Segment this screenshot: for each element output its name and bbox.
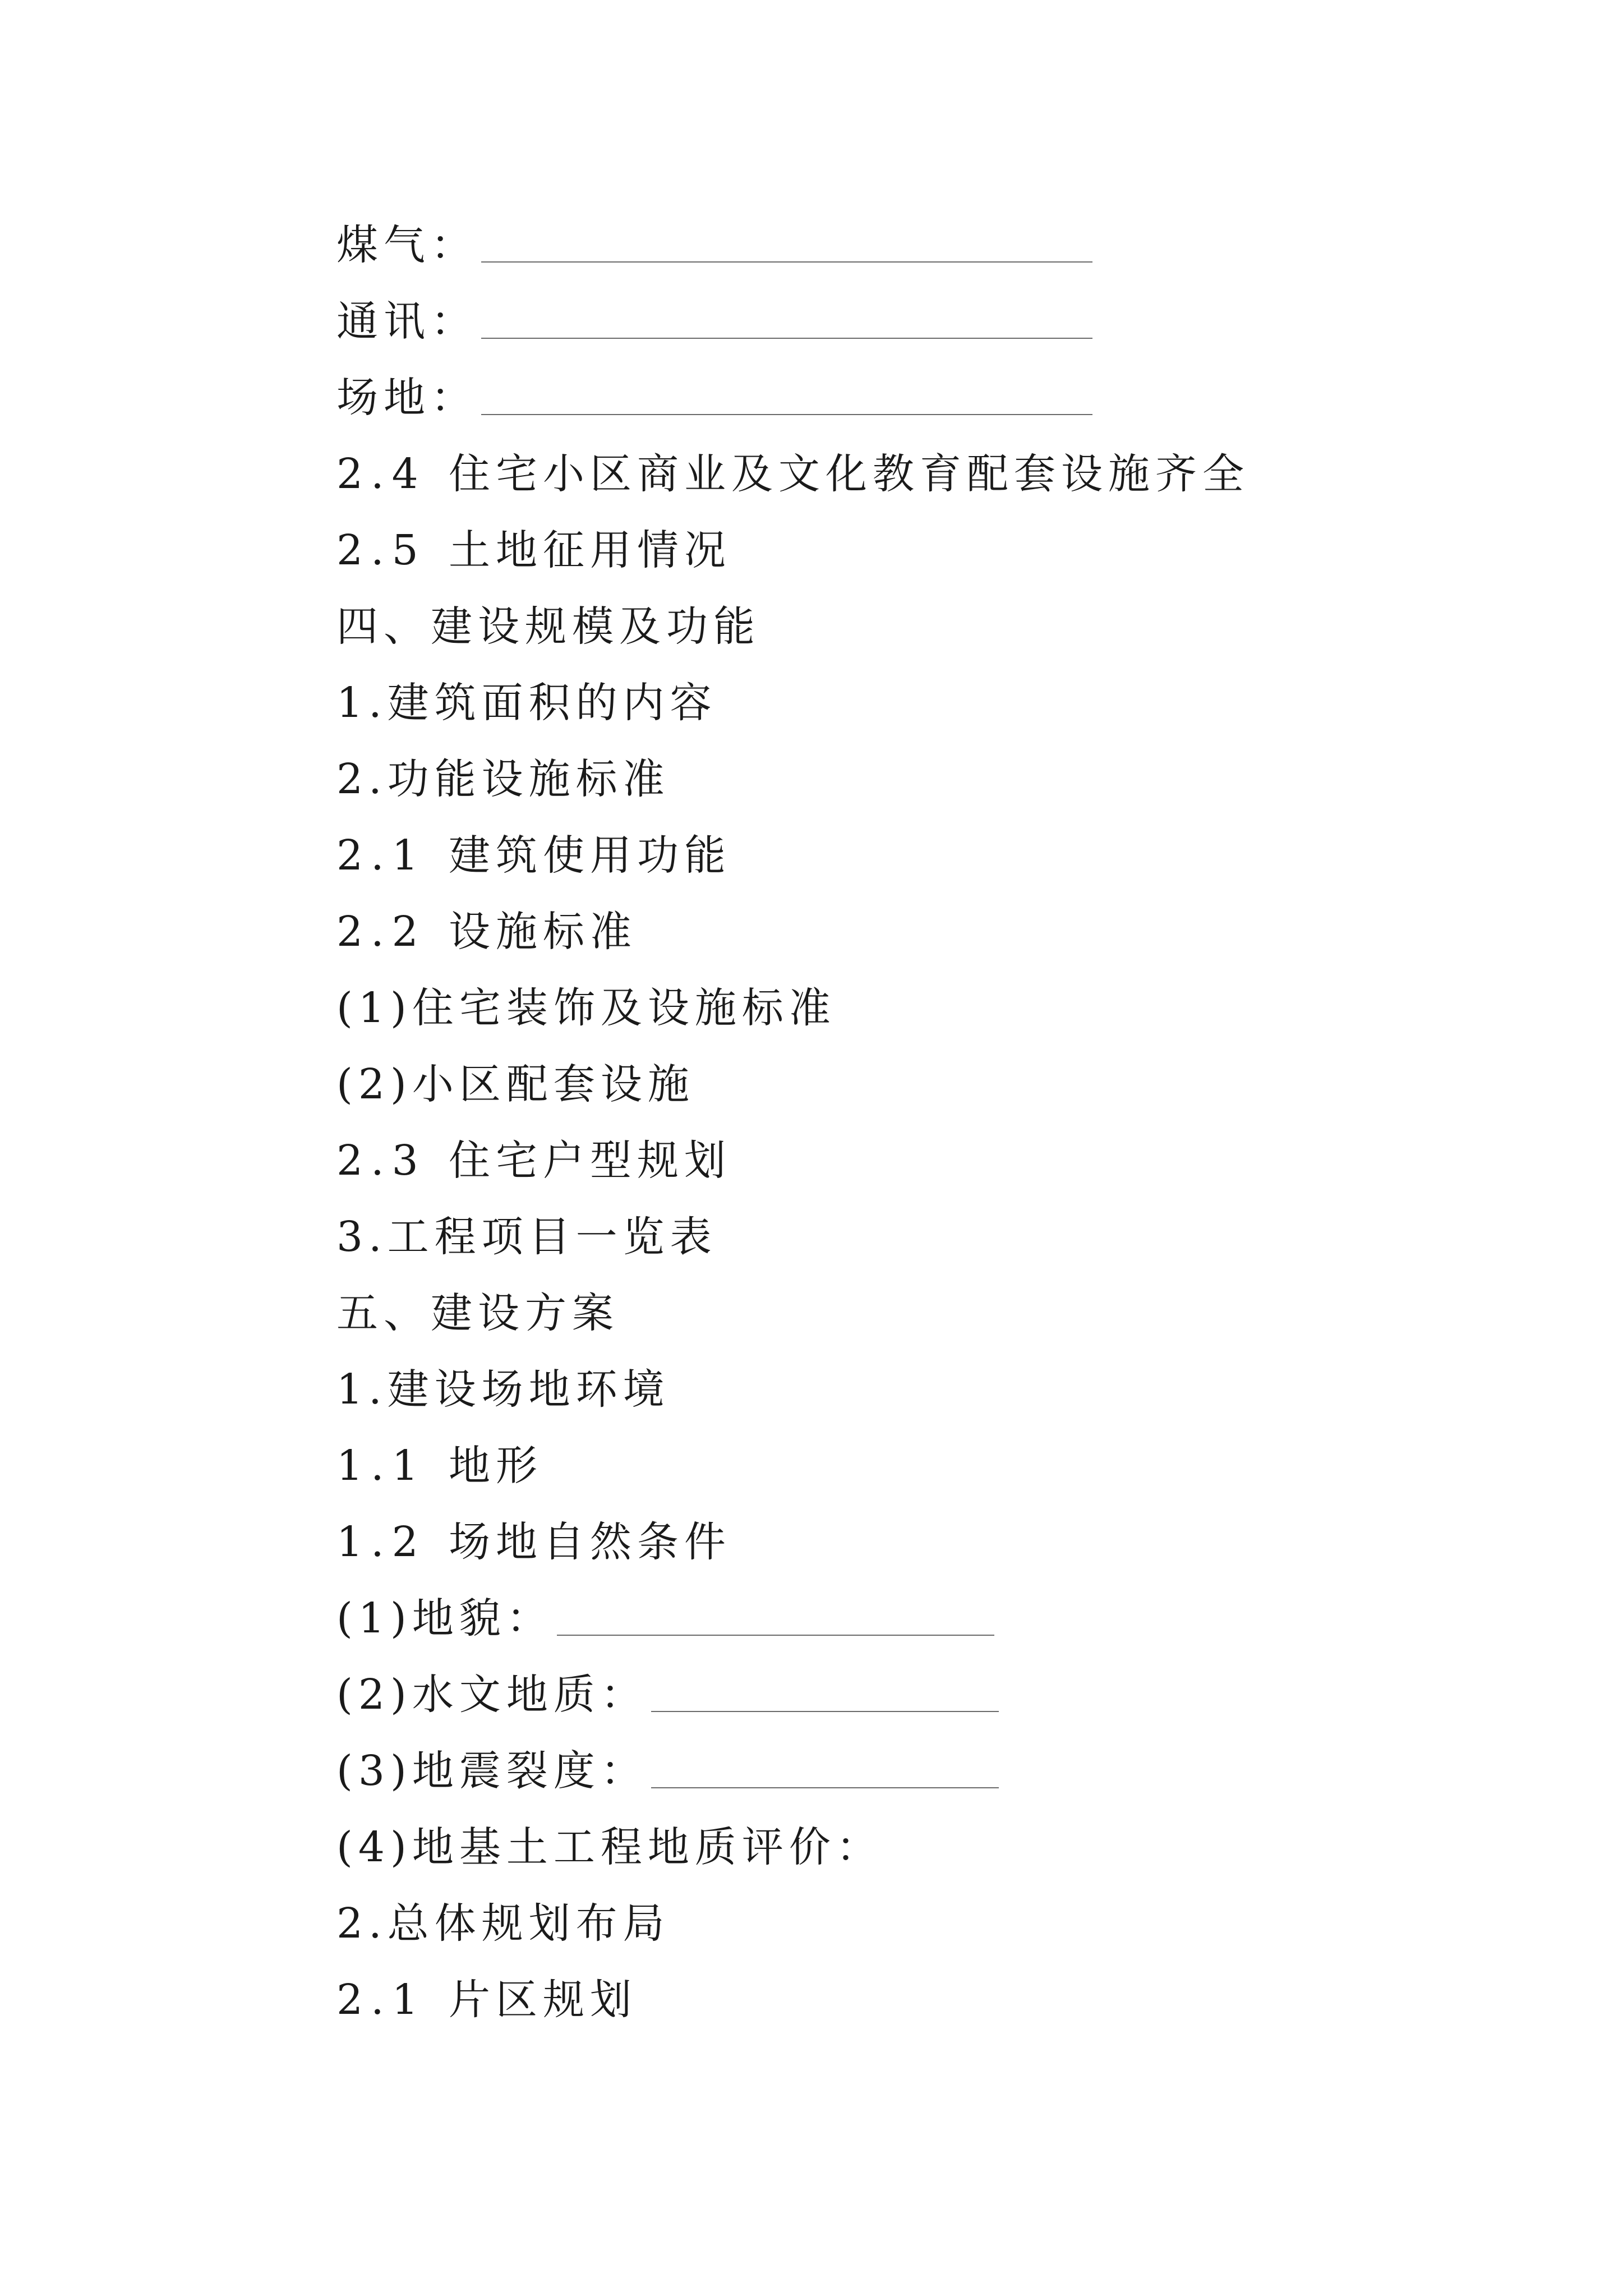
section-title: 建筑使用功能 [449, 831, 731, 880]
sub-item [336, 1053, 695, 1115]
section-2-3 [336, 1130, 731, 1191]
section-title: 地形 [449, 1442, 543, 1490]
field-label-site: 场地： [336, 374, 478, 422]
section-number: 2.3 [336, 1137, 426, 1185]
chapter-title: 五、建设方案 [336, 1289, 619, 1337]
item-title: 2.功能设施标准 [336, 755, 670, 803]
field-line-gas [336, 214, 1092, 276]
item-title: 2.总体规划布局 [336, 1899, 670, 1948]
section-title: 土地征用情况 [449, 526, 731, 574]
item-heading [336, 1359, 670, 1420]
telecom-blank [481, 338, 1092, 339]
seismic-blank [651, 1787, 999, 1788]
section-title: 场地自然条件 [449, 1518, 731, 1566]
section-title: 住宅小区商业及文化教育配套设施齐全 [449, 450, 1249, 498]
gas-blank [481, 261, 1092, 263]
field-line-site [336, 367, 1092, 429]
chapter-heading-4 [336, 596, 760, 657]
section-2-2 [336, 901, 637, 963]
field-label-hydrogeology: (2)水文地质： [336, 1671, 648, 1719]
field-line-telecom [336, 291, 1092, 352]
section-2-4 [336, 443, 1249, 505]
section-2-5 [336, 519, 731, 581]
section-title: 设施标准 [449, 908, 637, 956]
section-title: 片区规划 [449, 1976, 637, 2024]
sub-item-title: (4)地基土工程地质评价： [336, 1823, 883, 1871]
section-2-1 [336, 825, 731, 886]
field-label-telecom: 通讯： [336, 297, 478, 346]
sub-item [336, 1816, 883, 1878]
sub-item-title: (2)小区配套设施 [336, 1060, 695, 1108]
section-number: 1.1 [336, 1442, 426, 1490]
field-label-gas: 煤气： [336, 221, 478, 269]
item-title: 3.工程项目一览表 [336, 1213, 717, 1261]
section-title: 住宅户型规划 [449, 1137, 731, 1185]
sub-item-title: (1)住宅装饰及设施标准 [336, 984, 836, 1032]
item-title: 1.建设场地环境 [336, 1365, 670, 1414]
item-title: 1.建筑面积的内容 [336, 679, 717, 727]
site-blank [481, 414, 1092, 415]
section-number: 2.1 [336, 1976, 426, 2024]
landform-blank [557, 1635, 994, 1636]
field-line-hydrogeology [336, 1664, 999, 1726]
field-label-landform: (1)地貌： [336, 1594, 554, 1642]
item-heading [336, 748, 670, 810]
field-line-seismic [336, 1740, 999, 1802]
section-number: 2.1 [336, 831, 426, 880]
section-2-1-zone [336, 1969, 637, 2031]
item-heading [336, 672, 717, 734]
section-number: 2.2 [336, 908, 426, 956]
field-line-landform [336, 1588, 994, 1649]
chapter-heading-5 [336, 1282, 619, 1344]
field-label-seismic: (3)地震裂度： [336, 1747, 648, 1795]
section-1-2 [336, 1511, 731, 1573]
chapter-title: 四、建设规模及功能 [336, 602, 760, 651]
section-number: 2.5 [336, 526, 426, 574]
section-1-1 [336, 1435, 543, 1497]
item-heading [336, 1893, 670, 1954]
item-heading [336, 1206, 717, 1268]
hydrogeology-blank [651, 1711, 999, 1712]
sub-item [336, 977, 836, 1039]
section-number: 1.2 [336, 1518, 426, 1566]
section-number: 2.4 [336, 450, 426, 498]
